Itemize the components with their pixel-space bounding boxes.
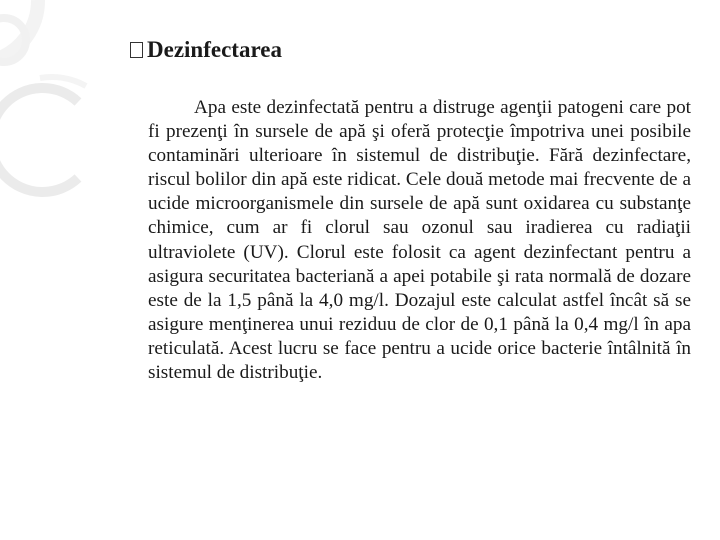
slide-title: Dezinfectarea	[147, 37, 282, 62]
ring-arc-middle	[0, 88, 78, 192]
decorative-rings	[0, 0, 120, 540]
box-bullet-icon	[130, 42, 143, 58]
body-paragraph: Apa este dezinfectată pentru a distruge agenţii patogeni care pot fi prezenţi în sursele de apă şi oferă protecţie împotriva unei posibile contaminări ulterioare în sistemul de distribuţie. Fără dezinfectare, riscul bolilor din apă este ridicat. Cele două metode mai frecvente de a ucide microorganismele din sursele de apă sunt oxidarea cu substanţe chimice, cum ar fi clorul sau ozonul sau iradierea cu radiaţii ultraviolete (UV). Clorul este folosit ca agent dezinfectant pentru a asigura securitatea bacteriană a apei potabile şi rata normală de dozare este de la 1,5 până la 4,0 mg/l. Dozajul este calculat astfel încât să se asigure menţinerea unui reziduu de clor de 0,1 până la 0,4 mg/l în apa reticulată. Acest lucru se face pentru a ucide orice bacterie întâlnită în sistemul de distribuţie.	[148, 97, 691, 384]
heading-row	[130, 36, 282, 64]
